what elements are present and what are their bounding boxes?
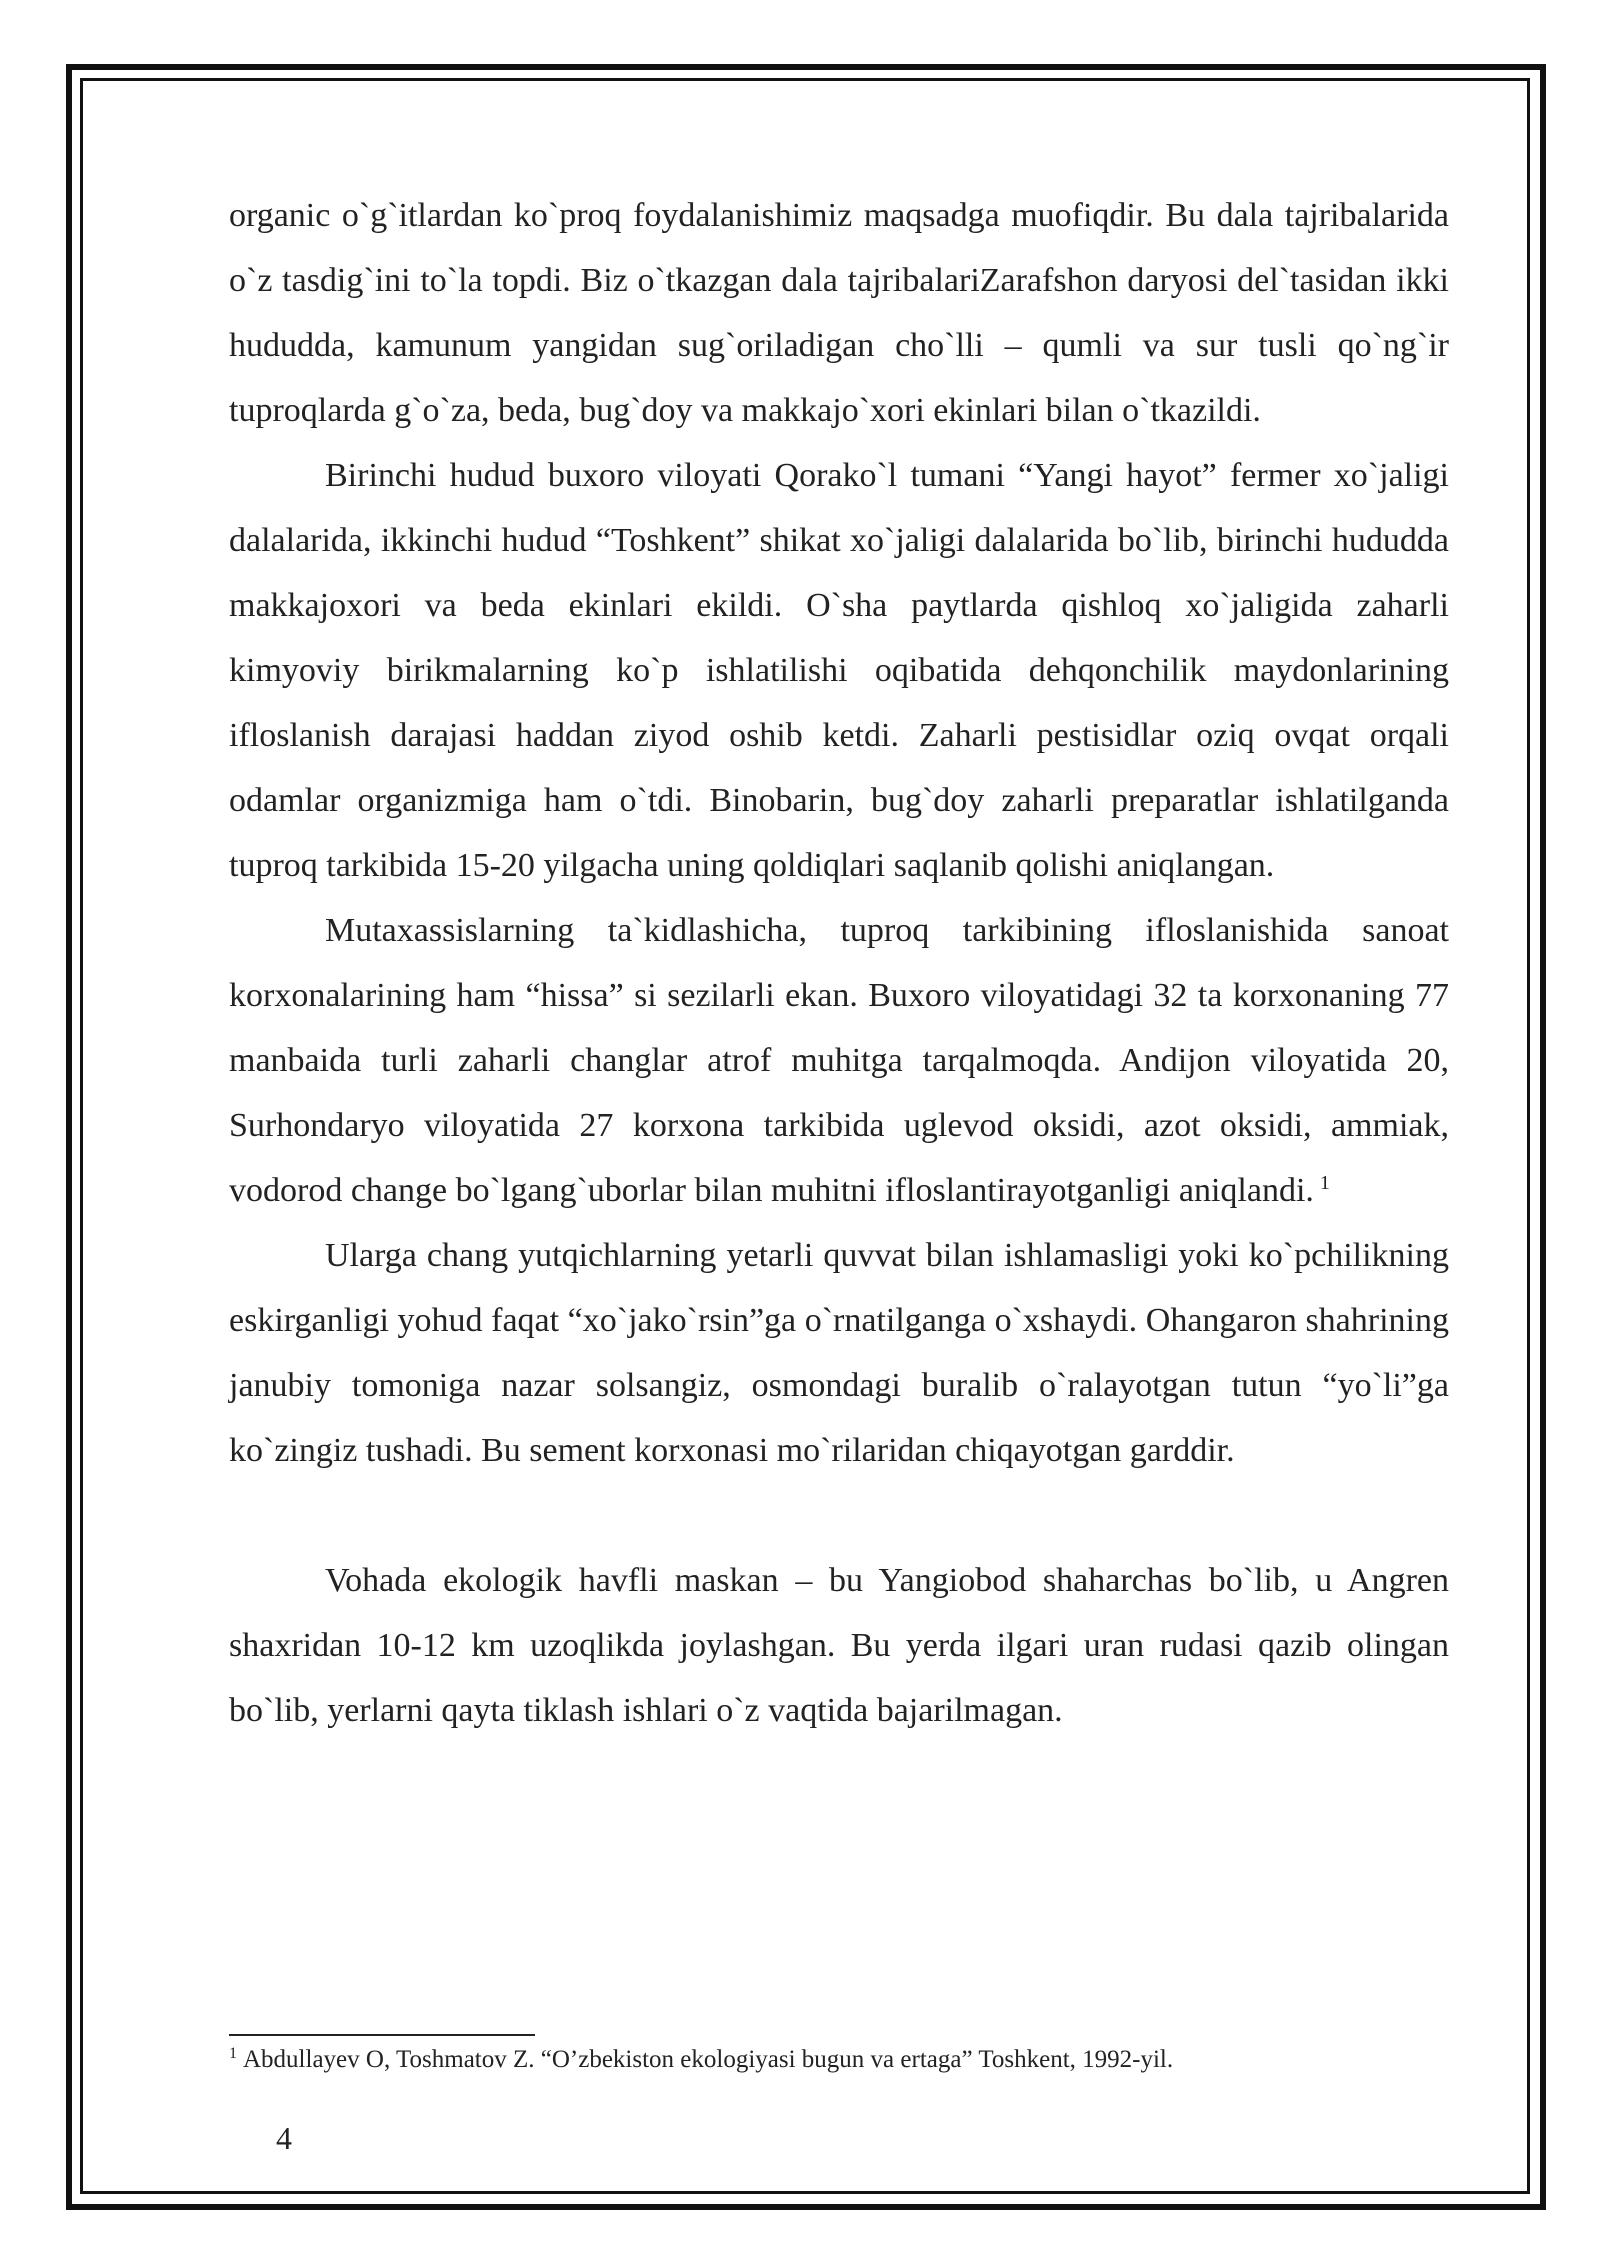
- paragraph-2: Birinchi hudud buxoro viloyati Qorako`l tumani “Yangi hayot” fermer xo`jaligi dalalarida, ikkinchi hudud “Toshkent” shikat xo`jaligi dalalarida bo`lib, birinchi hududda makkajoxori va beda ekinlari ekildi. O`sha paytlarda qishloq xo`jaligida zaharli kimyoviy birikmalarning ko`p ishlatilishi oqibatida dehqonchilik maydonlarining ifloslanish darajasi haddan ziyod oshib ketdi. Zaharli pestisidlar oziq ovqat orqali odamlar organizmiga ham o`tdi. Binobarin, bug`doy zaharli preparatlar ishlatilganda tuproq tarkibida 15-20 yilgacha uning qoldiqlari saqlanib qolishi aniqlangan.: [229, 457, 1449, 884]
- footnote-number: 1: [229, 2044, 237, 2062]
- page-number: 4: [276, 2120, 292, 2156]
- paragraph-4: Ularga chang yutqichlarning yetarli quvvat bilan ishlamasligi yoki ko`pchilikning eskirganligi yohud faqat “xo`jako`rsin”ga o`rnatilganga o`xshaydi. Ohangaron shahrining janubiy tomoniga nazar solsangiz, osmondagi buralib o`ralayotgan tutun “yo`li”ga ko`zingiz tushadi. Bu sement korxonasi mo`rilaridan chiqayotgan garddir.: [229, 1237, 1449, 1469]
- paragraph-1: organic o`g`itlardan ko`proq foydalanishimiz maqsadga muofiqdir. Bu dala tajribalarida o`z tasdig`ini to`la topdi. Biz o`tkazgan dala tajribalariZarafshon daryosi del`tasidan ikki hududda, kamunum yangidan sug`oriladigan cho`lli – qumli va sur tusli qo`ng`ir tuproqlarda g`o`za, beda, bug`doy va makkajo`xori ekinlari bilan o`tkazildi.: [229, 197, 1449, 429]
- footnote-separator: [229, 2034, 535, 2036]
- paragraph-3-text: Mutaxassislarning ta`kidlashicha, tuproq tarkibining ifloslanishida sanoat korxonalarining ham “hissa” si sezilarli ekan. Buxoro viloyatidagi 32 ta korxonaning 77 manbaida turli zaharli changlar atrof muhitga tarqalmoqda. Andijon viloyatida 20, Surhondaryo viloyatida 27 korxona tarkibida uglevod oksidi, azot oksidi, ammiak, vodorod change bo`lgang`uborlar bilan muhitni ifloslantirayotganligi aniqlandi.: [229, 912, 1449, 1209]
- paragraph-5: Vohada ekologik havfli maskan – bu Yangiobod shaharchas bo`lib, u Angren shaxridan 10-12 km uzoqlikda joylashgan. Bu yerda ilgari uran rudasi qazib olingan bo`lib, yerlarni qayta tiklash ishlari o`z vaqtida bajarilmagan.: [229, 1562, 1449, 1729]
- footnote-text: Abdullayev O, Toshmatov Z. “O’zbekiston ekologiyasi bugun va ertaga” Toshkent, 1992-yil.: [243, 2046, 1174, 2073]
- footnote-reference[interactable]: 1: [1319, 1171, 1330, 1194]
- footnote: [229, 2043, 1449, 2077]
- document-body: [229, 183, 1449, 1743]
- paragraph-3: [229, 898, 1449, 1223]
